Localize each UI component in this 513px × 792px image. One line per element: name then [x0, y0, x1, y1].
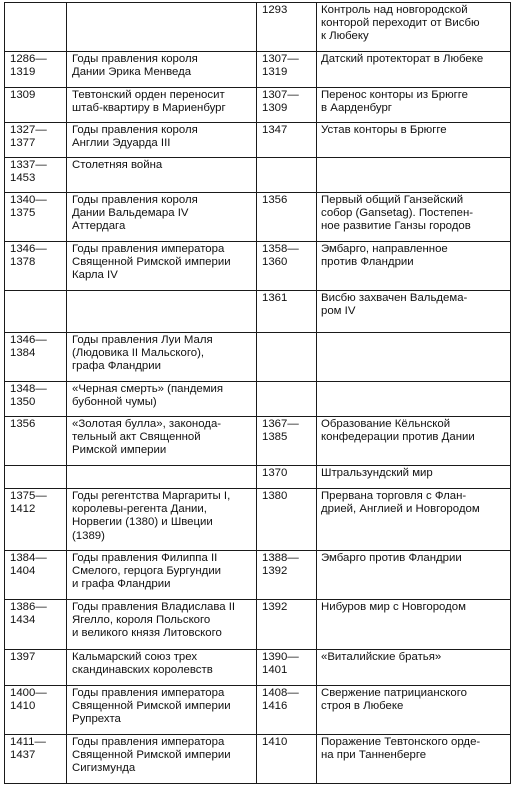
left-year-cell: 1346— 1378	[5, 242, 67, 291]
left-event-cell: Годы правления короля Дании Эрика Менведа	[67, 52, 257, 88]
table-row	[5, 466, 511, 489]
right-event-cell: Прервана торговля с Флан- дрией, Англией и Новгородом	[317, 489, 511, 551]
left-event-cell: Годы правления императора Священной Римской империи Карла IV	[67, 242, 257, 291]
right-event-cell: Поражение Тевтонского орде- на при Танненберге	[317, 735, 511, 784]
right-year-cell: 1410	[257, 735, 317, 784]
table-row	[5, 686, 511, 735]
right-year-cell: 1408— 1416	[257, 686, 317, 735]
left-year-cell: 1386— 1434	[5, 600, 67, 650]
right-event-cell: Штральзундский мир	[317, 466, 511, 489]
table-row	[5, 88, 511, 123]
table-row	[5, 3, 511, 52]
left-event-cell: Годы правления Филиппа II Смелого, герцога Бургундии и графа Фландрии	[67, 551, 257, 600]
table-row	[5, 417, 511, 466]
left-event-cell	[67, 3, 257, 52]
right-event-cell: Висбю захвачен Вальдема- ром IV	[317, 291, 511, 333]
table-row	[5, 650, 511, 686]
left-year-cell: 1309	[5, 88, 67, 123]
left-event-cell: «Черная смерть» (пандемия бубонной чумы)	[67, 382, 257, 417]
table-row	[5, 158, 511, 193]
right-event-cell: Образование Кёльнской конфедерации против Дании	[317, 417, 511, 466]
table-row	[5, 52, 511, 88]
table-row	[5, 735, 511, 784]
right-event-cell: Эмбарго, направленное против Фландрии	[317, 242, 511, 291]
right-year-cell: 1307— 1309	[257, 88, 317, 123]
left-event-cell: Годы правления Луи Маля (Людовика II Мальского), графа Фландрии	[67, 333, 257, 382]
left-event-cell: Кальмарский союз трех скандинавских королевств	[67, 650, 257, 686]
left-event-cell	[67, 291, 257, 333]
chronology-table-body	[5, 3, 511, 784]
right-year-cell: 1370	[257, 466, 317, 489]
left-year-cell: 1337— 1453	[5, 158, 67, 193]
chronology-table	[4, 2, 511, 784]
right-year-cell: 1293	[257, 3, 317, 52]
right-event-cell: Эмбарго против Фландрии	[317, 551, 511, 600]
right-event-cell: Нибуров мир с Новгородом	[317, 600, 511, 650]
left-year-cell	[5, 291, 67, 333]
right-event-cell: Устав конторы в Брюгге	[317, 123, 511, 158]
left-year-cell: 1384— 1404	[5, 551, 67, 600]
right-year-cell: 1380	[257, 489, 317, 551]
left-year-cell: 1340— 1375	[5, 193, 67, 242]
right-event-cell: Перенос конторы из Брюгге в Аарденбург	[317, 88, 511, 123]
table-row	[5, 489, 511, 551]
right-year-cell: 1388— 1392	[257, 551, 317, 600]
left-event-cell: Годы правления императора Священной Римской империи Рупрехта	[67, 686, 257, 735]
right-year-cell	[257, 333, 317, 382]
right-year-cell	[257, 158, 317, 193]
right-event-cell: Контроль над новгородской конторой переходит от Висбю к Любеку	[317, 3, 511, 52]
right-event-cell	[317, 333, 511, 382]
left-event-cell: Годы правления короля Дании Вальдемара IV Аттердага	[67, 193, 257, 242]
right-year-cell	[257, 382, 317, 417]
left-event-cell	[67, 466, 257, 489]
left-event-cell: Столетняя война	[67, 158, 257, 193]
left-year-cell: 1327— 1377	[5, 123, 67, 158]
right-year-cell: 1390— 1401	[257, 650, 317, 686]
table-row	[5, 600, 511, 650]
left-event-cell: Тевтонский орден переносит штаб-квартиру в Мариенбург	[67, 88, 257, 123]
left-year-cell: 1411— 1437	[5, 735, 67, 784]
right-year-cell: 1347	[257, 123, 317, 158]
table-row	[5, 123, 511, 158]
table-row	[5, 291, 511, 333]
left-event-cell: Годы правления Владислава II Ягелло, короля Польского и великого князя Литовского	[67, 600, 257, 650]
right-event-cell	[317, 158, 511, 193]
left-year-cell: 1400— 1410	[5, 686, 67, 735]
right-year-cell: 1356	[257, 193, 317, 242]
left-year-cell: 1356	[5, 417, 67, 466]
right-year-cell: 1361	[257, 291, 317, 333]
table-row	[5, 333, 511, 382]
right-year-cell: 1392	[257, 600, 317, 650]
table-row	[5, 193, 511, 242]
right-event-cell	[317, 382, 511, 417]
right-event-cell: Первый общий Ганзейский собор (Gansetag). Постепен- ное развитие Ганзы городов	[317, 193, 511, 242]
right-year-cell: 1307— 1319	[257, 52, 317, 88]
table-row	[5, 382, 511, 417]
left-event-cell: Годы регентства Маргариты I, королевы-регента Дании, Норвегии (1380) и Швеции (1389)	[67, 489, 257, 551]
table-row	[5, 242, 511, 291]
left-event-cell: Годы правления короля Англии Эдуарда III	[67, 123, 257, 158]
right-year-cell: 1358— 1360	[257, 242, 317, 291]
left-year-cell: 1397	[5, 650, 67, 686]
right-event-cell: «Виталийские братья»	[317, 650, 511, 686]
left-year-cell: 1346— 1384	[5, 333, 67, 382]
table-row	[5, 551, 511, 600]
left-event-cell: «Золотая булла», законода- тельный акт Священной Римской империи	[67, 417, 257, 466]
right-event-cell: Датский протекторат в Любеке	[317, 52, 511, 88]
left-year-cell: 1375— 1412	[5, 489, 67, 551]
right-year-cell: 1367— 1385	[257, 417, 317, 466]
left-event-cell: Годы правления императора Священной Римской империи Сигизмунда	[67, 735, 257, 784]
left-year-cell	[5, 3, 67, 52]
left-year-cell: 1286— 1319	[5, 52, 67, 88]
right-event-cell: Свержение патрицианского строя в Любеке	[317, 686, 511, 735]
left-year-cell	[5, 466, 67, 489]
left-year-cell: 1348— 1350	[5, 382, 67, 417]
